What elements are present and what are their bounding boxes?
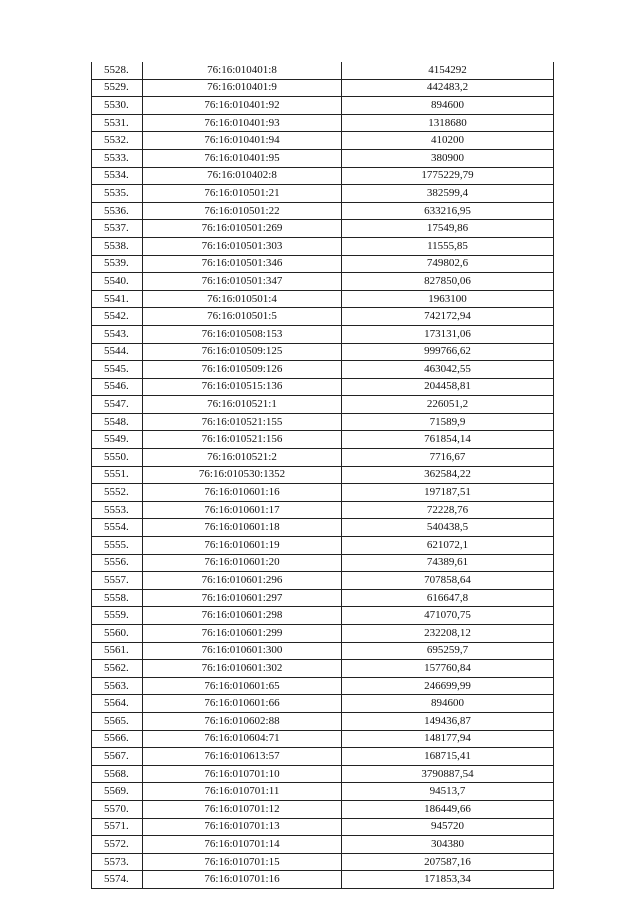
table-row (92, 167, 554, 185)
row-number-cell: 5532. (92, 132, 143, 150)
table-row (92, 853, 554, 871)
row-number-cell: 5559. (92, 607, 143, 625)
value-cell: 168715,41 (342, 748, 554, 766)
cadastral-number-cell: 76:16:010601:298 (143, 607, 342, 625)
value-cell: 540438,5 (342, 519, 554, 537)
table-row (92, 343, 554, 361)
cadastral-number-cell: 76:16:010601:297 (143, 589, 342, 607)
table-row (92, 677, 554, 695)
cadastral-number-cell: 76:16:010401:8 (143, 62, 342, 79)
row-number-cell: 5551. (92, 466, 143, 484)
value-cell: 894600 (342, 695, 554, 713)
table-row (92, 589, 554, 607)
cadastral-number-cell: 76:16:010509:125 (143, 343, 342, 361)
row-number-cell: 5564. (92, 695, 143, 713)
value-cell: 17549,86 (342, 220, 554, 238)
value-cell: 471070,75 (342, 607, 554, 625)
value-cell: 742172,94 (342, 308, 554, 326)
cadastral-number-cell: 76:16:010401:93 (143, 114, 342, 132)
cadastral-number-cell: 76:16:010601:16 (143, 484, 342, 502)
row-number-cell: 5561. (92, 642, 143, 660)
cadastral-number-cell: 76:16:010508:153 (143, 325, 342, 343)
table-row (92, 114, 554, 132)
cadastral-number-cell: 76:16:010604:71 (143, 730, 342, 748)
row-number-cell: 5545. (92, 361, 143, 379)
cadastral-number-cell: 76:16:010701:16 (143, 871, 342, 889)
value-cell: 1963100 (342, 290, 554, 308)
table-row (92, 871, 554, 889)
value-cell: 410200 (342, 132, 554, 150)
cadastral-number-cell: 76:16:010401:95 (143, 149, 342, 167)
cadastral-number-cell: 76:16:010601:66 (143, 695, 342, 713)
cadastral-number-cell: 76:16:010601:302 (143, 660, 342, 678)
cadastral-number-cell: 76:16:010601:20 (143, 554, 342, 572)
table-row (92, 237, 554, 255)
table-row (92, 607, 554, 625)
cadastral-number-cell: 76:16:010521:1 (143, 396, 342, 414)
table-row (92, 642, 554, 660)
table-row (92, 783, 554, 801)
value-cell: 382599,4 (342, 185, 554, 203)
row-number-cell: 5569. (92, 783, 143, 801)
value-cell: 1318680 (342, 114, 554, 132)
row-number-cell: 5565. (92, 712, 143, 730)
table-row (92, 501, 554, 519)
cadastral-number-cell: 76:16:010601:299 (143, 625, 342, 643)
cadastral-value-table (91, 62, 554, 889)
cadastral-number-cell: 76:16:010509:126 (143, 361, 342, 379)
table-row (92, 149, 554, 167)
table-row (92, 572, 554, 590)
row-number-cell: 5552. (92, 484, 143, 502)
row-number-cell: 5536. (92, 202, 143, 220)
row-number-cell: 5556. (92, 554, 143, 572)
table-row (92, 836, 554, 854)
table-row (92, 413, 554, 431)
row-number-cell: 5548. (92, 413, 143, 431)
value-cell: 226051,2 (342, 396, 554, 414)
value-cell: 999766,62 (342, 343, 554, 361)
table-row (92, 449, 554, 467)
cadastral-number-cell: 76:16:010402:8 (143, 167, 342, 185)
value-cell: 207587,16 (342, 853, 554, 871)
row-number-cell: 5543. (92, 325, 143, 343)
row-number-cell: 5550. (92, 449, 143, 467)
value-cell: 894600 (342, 97, 554, 115)
row-number-cell: 5571. (92, 818, 143, 836)
cadastral-number-cell: 76:16:010401:92 (143, 97, 342, 115)
row-number-cell: 5539. (92, 255, 143, 273)
table-row (92, 519, 554, 537)
value-cell: 442483,2 (342, 79, 554, 97)
row-number-cell: 5540. (92, 273, 143, 291)
table-row (92, 132, 554, 150)
value-cell: 7716,67 (342, 449, 554, 467)
cadastral-number-cell: 76:16:010601:65 (143, 677, 342, 695)
row-number-cell: 5535. (92, 185, 143, 203)
value-cell: 304380 (342, 836, 554, 854)
cadastral-number-cell: 76:16:010521:155 (143, 413, 342, 431)
row-number-cell: 5572. (92, 836, 143, 854)
cadastral-number-cell: 76:16:010601:17 (143, 501, 342, 519)
value-cell: 4154292 (342, 62, 554, 79)
row-number-cell: 5557. (92, 572, 143, 590)
row-number-cell: 5560. (92, 625, 143, 643)
row-number-cell: 5528. (92, 62, 143, 79)
table-row (92, 79, 554, 97)
row-number-cell: 5534. (92, 167, 143, 185)
table-row (92, 484, 554, 502)
table-row (92, 748, 554, 766)
table-row (92, 660, 554, 678)
cadastral-number-cell: 76:16:010501:5 (143, 308, 342, 326)
row-number-cell: 5568. (92, 765, 143, 783)
cadastral-number-cell: 76:16:010515:136 (143, 378, 342, 396)
cadastral-number-cell: 76:16:010501:22 (143, 202, 342, 220)
value-cell: 827850,06 (342, 273, 554, 291)
table-row (92, 290, 554, 308)
row-number-cell: 5554. (92, 519, 143, 537)
table-row (92, 396, 554, 414)
row-number-cell: 5563. (92, 677, 143, 695)
cadastral-number-cell: 76:16:010521:2 (143, 449, 342, 467)
value-cell: 74389,61 (342, 554, 554, 572)
row-number-cell: 5533. (92, 149, 143, 167)
table-row (92, 62, 554, 79)
table-row (92, 712, 554, 730)
table-row (92, 554, 554, 572)
row-number-cell: 5542. (92, 308, 143, 326)
value-cell: 204458,81 (342, 378, 554, 396)
cadastral-number-cell: 76:16:010701:15 (143, 853, 342, 871)
value-cell: 197187,51 (342, 484, 554, 502)
value-cell: 380900 (342, 149, 554, 167)
value-cell: 945720 (342, 818, 554, 836)
value-cell: 761854,14 (342, 431, 554, 449)
row-number-cell: 5529. (92, 79, 143, 97)
table-row (92, 818, 554, 836)
table-row (92, 97, 554, 115)
table-row (92, 325, 554, 343)
row-number-cell: 5573. (92, 853, 143, 871)
cadastral-number-cell: 76:16:010601:300 (143, 642, 342, 660)
table-row (92, 273, 554, 291)
row-number-cell: 5567. (92, 748, 143, 766)
row-number-cell: 5549. (92, 431, 143, 449)
table-body (92, 62, 554, 888)
cadastral-number-cell: 76:16:010401:9 (143, 79, 342, 97)
table-row (92, 537, 554, 555)
table-row (92, 431, 554, 449)
table-row (92, 202, 554, 220)
value-cell: 148177,94 (342, 730, 554, 748)
cadastral-number-cell: 76:16:010601:296 (143, 572, 342, 590)
value-cell: 707858,64 (342, 572, 554, 590)
table-row (92, 185, 554, 203)
value-cell: 749802,6 (342, 255, 554, 273)
value-cell: 621072,1 (342, 537, 554, 555)
cadastral-number-cell: 76:16:010701:11 (143, 783, 342, 801)
cadastral-number-cell: 76:16:010701:14 (143, 836, 342, 854)
table-row (92, 765, 554, 783)
cadastral-number-cell: 76:16:010521:156 (143, 431, 342, 449)
value-cell: 246699,99 (342, 677, 554, 695)
cadastral-number-cell: 76:16:010701:10 (143, 765, 342, 783)
cadastral-number-cell: 76:16:010501:4 (143, 290, 342, 308)
table-row (92, 361, 554, 379)
value-cell: 11555,85 (342, 237, 554, 255)
row-number-cell: 5555. (92, 537, 143, 555)
value-cell: 1775229,79 (342, 167, 554, 185)
cadastral-number-cell: 76:16:010701:13 (143, 818, 342, 836)
cadastral-number-cell: 76:16:010613:57 (143, 748, 342, 766)
value-cell: 616647,8 (342, 589, 554, 607)
table-row (92, 255, 554, 273)
value-cell: 94513,7 (342, 783, 554, 801)
row-number-cell: 5553. (92, 501, 143, 519)
value-cell: 171853,34 (342, 871, 554, 889)
cadastral-number-cell: 76:16:010501:303 (143, 237, 342, 255)
row-number-cell: 5541. (92, 290, 143, 308)
table-row (92, 695, 554, 713)
value-cell: 71589,9 (342, 413, 554, 431)
row-number-cell: 5562. (92, 660, 143, 678)
row-number-cell: 5544. (92, 343, 143, 361)
value-cell: 633216,95 (342, 202, 554, 220)
cadastral-number-cell: 76:16:010602:88 (143, 712, 342, 730)
value-cell: 3790887,54 (342, 765, 554, 783)
row-number-cell: 5538. (92, 237, 143, 255)
row-number-cell: 5546. (92, 378, 143, 396)
cadastral-number-cell: 76:16:010501:347 (143, 273, 342, 291)
value-cell: 186449,66 (342, 800, 554, 818)
value-cell: 463042,55 (342, 361, 554, 379)
value-cell: 232208,12 (342, 625, 554, 643)
table-row (92, 378, 554, 396)
row-number-cell: 5558. (92, 589, 143, 607)
cadastral-number-cell: 76:16:010701:12 (143, 800, 342, 818)
value-cell: 72228,76 (342, 501, 554, 519)
cadastral-number-cell: 76:16:010601:19 (143, 537, 342, 555)
cadastral-number-cell: 76:16:010501:21 (143, 185, 342, 203)
row-number-cell: 5566. (92, 730, 143, 748)
cadastral-number-cell: 76:16:010601:18 (143, 519, 342, 537)
row-number-cell: 5570. (92, 800, 143, 818)
value-cell: 157760,84 (342, 660, 554, 678)
table-row (92, 625, 554, 643)
table-row (92, 308, 554, 326)
table-row (92, 220, 554, 238)
value-cell: 362584,22 (342, 466, 554, 484)
row-number-cell: 5547. (92, 396, 143, 414)
value-cell: 695259,7 (342, 642, 554, 660)
cadastral-number-cell: 76:16:010530:1352 (143, 466, 342, 484)
value-cell: 149436,87 (342, 712, 554, 730)
row-number-cell: 5531. (92, 114, 143, 132)
table-row (92, 730, 554, 748)
value-cell: 173131,06 (342, 325, 554, 343)
cadastral-number-cell: 76:16:010401:94 (143, 132, 342, 150)
row-number-cell: 5530. (92, 97, 143, 115)
table-row (92, 800, 554, 818)
row-number-cell: 5574. (92, 871, 143, 889)
cadastral-number-cell: 76:16:010501:269 (143, 220, 342, 238)
row-number-cell: 5537. (92, 220, 143, 238)
table-row (92, 466, 554, 484)
cadastral-number-cell: 76:16:010501:346 (143, 255, 342, 273)
